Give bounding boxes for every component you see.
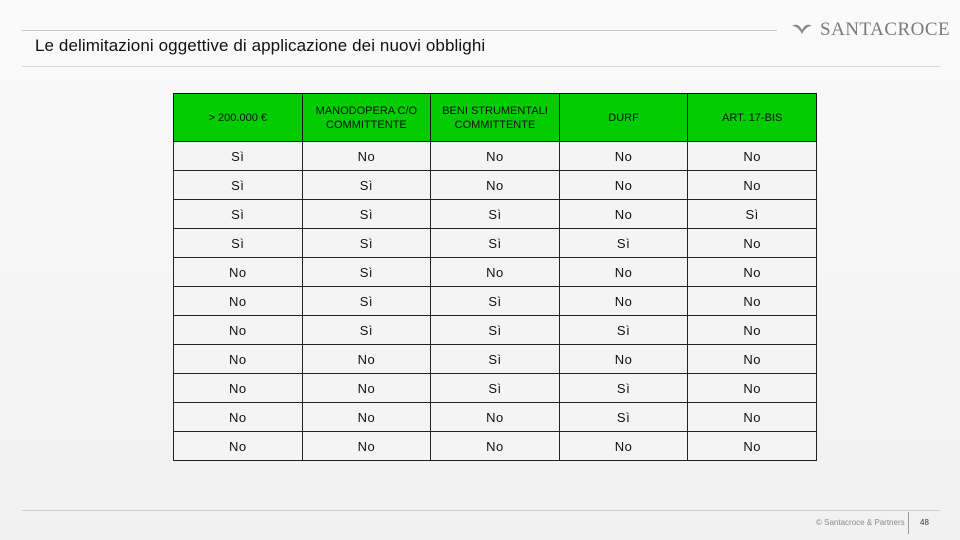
header-manodopera: MANODOPERA C/O COMMITTENTE xyxy=(302,94,431,142)
table-cell: No xyxy=(559,171,688,200)
table-cell: Sì xyxy=(431,316,560,345)
header-durf: DURF xyxy=(559,94,688,142)
table-cell: No xyxy=(688,258,817,287)
table-cell: No xyxy=(174,432,303,461)
footer-separator xyxy=(908,512,909,534)
table-cell: Sì xyxy=(559,229,688,258)
table-cell: Sì xyxy=(302,200,431,229)
table-cell: No xyxy=(559,258,688,287)
table-cell: No xyxy=(431,403,560,432)
table-cell: No xyxy=(174,287,303,316)
table-body xyxy=(174,142,817,461)
title-rule xyxy=(22,66,940,67)
table-cell: No xyxy=(302,142,431,171)
table-row xyxy=(174,200,817,229)
table-cell: Sì xyxy=(302,171,431,200)
header-rule xyxy=(22,30,777,31)
table-cell: Sì xyxy=(559,374,688,403)
swirl-mark-icon xyxy=(790,18,814,42)
table-header-row xyxy=(174,94,817,142)
table-cell: No xyxy=(174,258,303,287)
table-row xyxy=(174,374,817,403)
table-cell: No xyxy=(302,432,431,461)
table-cell: No xyxy=(688,171,817,200)
table-cell: Sì xyxy=(688,200,817,229)
table-cell: No xyxy=(688,316,817,345)
table-cell: No xyxy=(559,287,688,316)
table-cell: Sì xyxy=(431,229,560,258)
header-threshold: > 200.000 € xyxy=(174,94,303,142)
table-row xyxy=(174,345,817,374)
table-cell: No xyxy=(302,403,431,432)
table-cell: No xyxy=(174,374,303,403)
table-cell: No xyxy=(688,142,817,171)
page-title: Le delimitazioni oggettive di applicazione dei nuovi obblighi xyxy=(35,36,486,55)
table-cell: No xyxy=(688,287,817,316)
table-cell: Sì xyxy=(431,200,560,229)
table-cell: Sì xyxy=(174,200,303,229)
table-cell: Sì xyxy=(174,142,303,171)
table-cell: Sì xyxy=(302,258,431,287)
table-cell: No xyxy=(688,374,817,403)
table-cell: No xyxy=(431,171,560,200)
table-cell: No xyxy=(688,345,817,374)
table-cell: Sì xyxy=(302,229,431,258)
header-art-17-bis: ART. 17-BIS xyxy=(688,94,817,142)
table-row xyxy=(174,229,817,258)
logo xyxy=(790,18,950,42)
obligations-table xyxy=(173,93,817,461)
table-cell: No xyxy=(302,345,431,374)
table-cell: Sì xyxy=(174,171,303,200)
table-row xyxy=(174,171,817,200)
table-row xyxy=(174,403,817,432)
footer-rule xyxy=(22,510,940,511)
header-beni-strumentali: BENI STRUMENTALI COMMITTENTE xyxy=(431,94,560,142)
table-cell: No xyxy=(559,200,688,229)
table-cell: Sì xyxy=(431,287,560,316)
table-cell: No xyxy=(559,432,688,461)
table-cell: No xyxy=(174,345,303,374)
table-cell: No xyxy=(431,258,560,287)
table-cell: No xyxy=(559,345,688,374)
table-row xyxy=(174,142,817,171)
table-row xyxy=(174,287,817,316)
table-cell: Sì xyxy=(431,345,560,374)
table-cell: No xyxy=(688,403,817,432)
table-row xyxy=(174,432,817,461)
table-cell: No xyxy=(174,403,303,432)
table-cell: Sì xyxy=(174,229,303,258)
table-cell: Sì xyxy=(559,316,688,345)
logo-text: SANTACROCE xyxy=(820,19,951,40)
table-cell: No xyxy=(688,229,817,258)
table-cell: No xyxy=(302,374,431,403)
table-cell: Sì xyxy=(559,403,688,432)
table-cell: Sì xyxy=(302,287,431,316)
table-row xyxy=(174,316,817,345)
footer-copyright: © Santacroce & Partners xyxy=(816,518,905,527)
table-cell: No xyxy=(431,142,560,171)
table-cell: No xyxy=(559,142,688,171)
table-cell: Sì xyxy=(302,316,431,345)
table-cell: No xyxy=(688,432,817,461)
table-row xyxy=(174,258,817,287)
table-cell: No xyxy=(431,432,560,461)
table-cell: Sì xyxy=(431,374,560,403)
page-number: 48 xyxy=(920,518,929,527)
table-cell: No xyxy=(174,316,303,345)
